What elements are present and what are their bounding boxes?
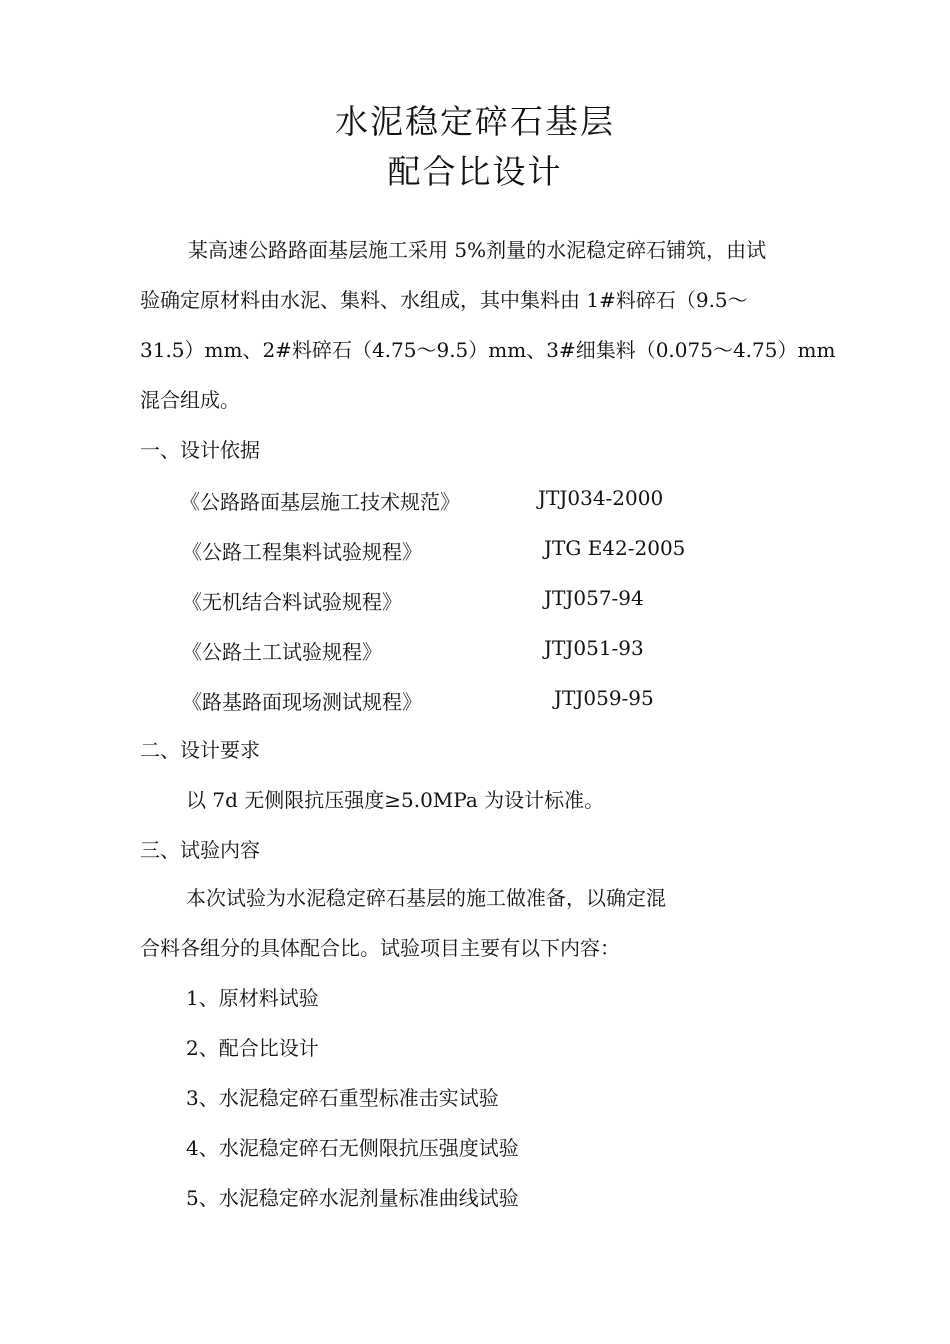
reference-name: 《无机结合料试验规程》	[182, 590, 402, 614]
reference-code: JTJ057-94	[544, 586, 644, 610]
document-title-line1: 水泥稳定碎石基层	[335, 102, 615, 141]
list-item: 3、水泥稳定碎石重型标准击实试验	[186, 1086, 499, 1110]
list-item: 1、原材料试验	[186, 986, 319, 1010]
document-title-line2: 配合比设计	[387, 152, 563, 191]
reference-name: 《公路路面基层施工技术规范》	[180, 490, 460, 514]
intro-line-4: 混合组成。	[140, 388, 240, 412]
reference-name: 《公路工程集料试验规程》	[182, 540, 422, 564]
intro-line-2: 验确定原材料由水泥、集料、水组成，其中集料由 1#料碎石（9.5～	[140, 288, 748, 312]
requirement-text: 以 7d 无侧限抗压强度≥5.0MPa 为设计标准。	[186, 788, 605, 812]
intro-line-3: 31.5）mm、2#料碎石（4.75～9.5）mm、3#细集料（0.075～4.75）mm	[140, 338, 836, 362]
reference-code: JTJ059-95	[554, 686, 654, 710]
reference-code: JTJ034-2000	[538, 486, 664, 510]
section-heading-requirements: 二、设计要求	[140, 738, 260, 762]
reference-code: JTJ051-93	[544, 636, 644, 660]
list-item: 2、配合比设计	[186, 1036, 319, 1060]
section-heading-basis: 一、设计依据	[140, 438, 260, 462]
list-item: 4、水泥稳定碎石无侧限抗压强度试验	[186, 1136, 519, 1160]
list-item: 5、水泥稳定碎水泥剂量标准曲线试验	[186, 1186, 519, 1210]
intro-line-1: 某高速公路路面基层施工采用 5%剂量的水泥稳定碎石铺筑，由试	[188, 238, 767, 262]
section-heading-test-content: 三、试验内容	[140, 838, 260, 862]
test-content-line-2: 合料各组分的具体配合比。试验项目主要有以下内容：	[140, 936, 620, 960]
reference-name: 《路基路面现场测试规程》	[182, 690, 422, 714]
reference-name: 《公路土工试验规程》	[182, 640, 382, 664]
reference-code: JTG E42-2005	[544, 536, 686, 560]
test-content-line-1: 本次试验为水泥稳定碎石基层的施工做准备，以确定混	[186, 886, 666, 910]
